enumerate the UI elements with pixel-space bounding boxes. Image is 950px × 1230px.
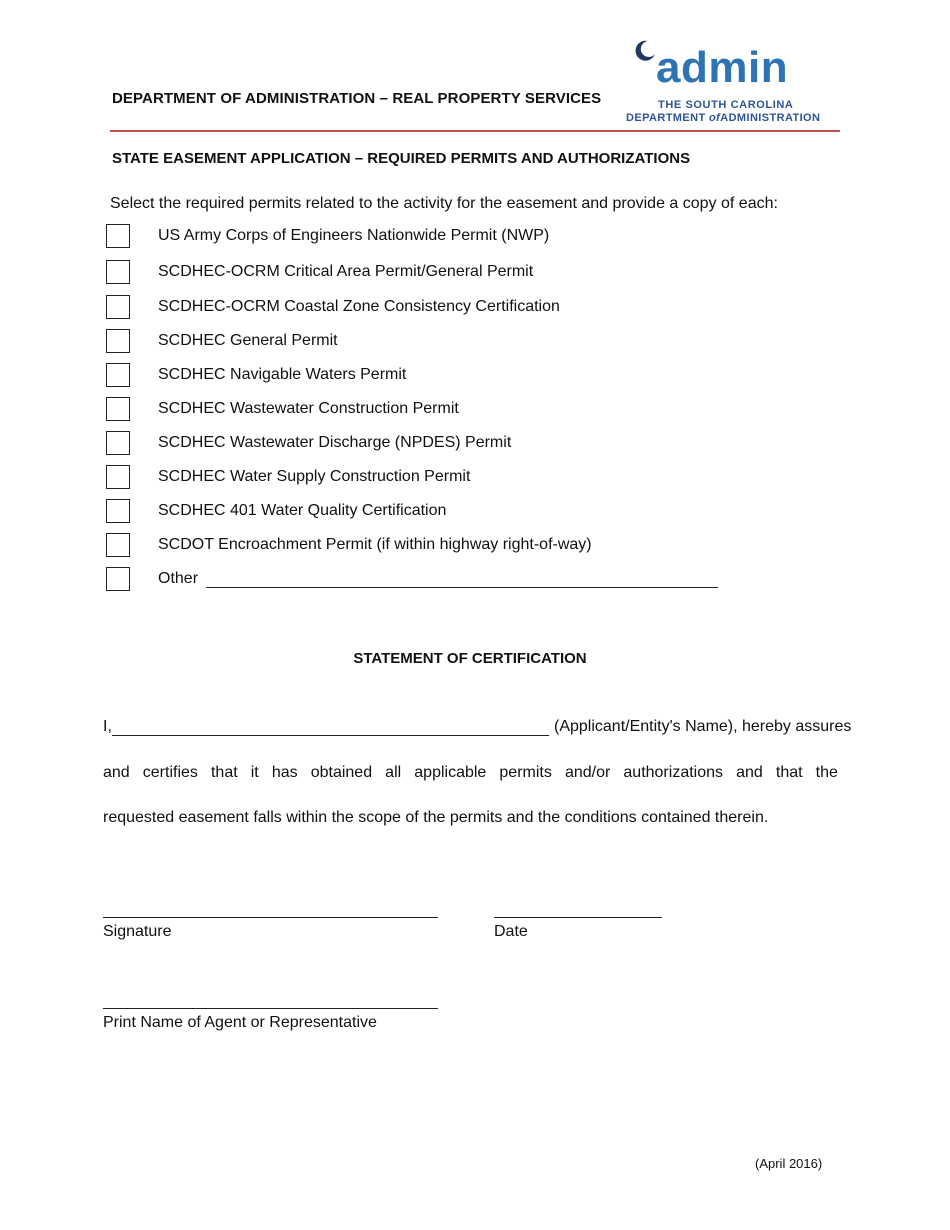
- permit-checkbox[interactable]: [106, 224, 130, 248]
- permit-row: [106, 533, 806, 559]
- sc-admin-logo: [626, 40, 844, 128]
- date-field[interactable]: [494, 917, 662, 918]
- signature-field[interactable]: [103, 917, 438, 918]
- permit-checkbox[interactable]: [106, 329, 130, 353]
- permit-row: [106, 363, 806, 389]
- permit-checkbox[interactable]: [106, 431, 130, 455]
- permit-label: SCDHEC Wastewater Discharge (NPDES) Permit: [158, 434, 512, 451]
- other-permit-input[interactable]: [206, 587, 718, 588]
- permit-row-other: [106, 567, 806, 593]
- certification-prefix: I,: [103, 718, 112, 735]
- print-name-label: Print Name of Agent or Representative: [103, 1014, 377, 1031]
- permit-label: SCDHEC Navigable Waters Permit: [158, 366, 407, 383]
- form-title: STATE EASEMENT APPLICATION – REQUIRED PERMITS AND AUTHORIZATIONS: [112, 150, 691, 167]
- permit-checkbox[interactable]: [106, 533, 130, 557]
- print-name-field[interactable]: [103, 1008, 438, 1009]
- permit-checkbox[interactable]: [106, 363, 130, 387]
- permits-instructions: Select the required permits related to the activity for the easement and provide a copy of each:: [110, 195, 778, 212]
- permit-label: SCDHEC Wastewater Construction Permit: [158, 400, 459, 417]
- certification-line-1-suffix: (Applicant/Entity's Name), hereby assures: [554, 718, 852, 735]
- permit-checkbox-other[interactable]: [106, 567, 130, 591]
- certification-line-1: [103, 718, 852, 736]
- permit-label: SCDHEC Water Supply Construction Permit: [158, 468, 471, 485]
- permit-row: [106, 295, 806, 321]
- header-divider: [110, 130, 840, 132]
- permit-label-other: Other: [158, 570, 199, 587]
- permit-row: [106, 329, 806, 355]
- date-label: Date: [494, 923, 528, 940]
- permit-label: SCDHEC-OCRM Critical Area Permit/General Permit: [158, 263, 534, 280]
- logo-subtitle-line1: THE SOUTH CAROLINA: [658, 99, 794, 111]
- permit-checkbox[interactable]: [106, 499, 130, 523]
- certification-line-2: and certifies that it has obtained all applicable permits and/or authorizations and that the: [103, 764, 838, 781]
- permit-checkbox[interactable]: [106, 295, 130, 319]
- permit-row: [106, 499, 806, 525]
- department-title: DEPARTMENT OF ADMINISTRATION – REAL PROPERTY SERVICES: [112, 90, 602, 107]
- permit-checkbox[interactable]: [106, 260, 130, 284]
- permit-row: [106, 260, 806, 286]
- permit-label: SCDHEC-OCRM Coastal Zone Consistency Certification: [158, 298, 560, 315]
- permit-row: [106, 431, 806, 457]
- revision-date: (April 2016): [755, 1156, 823, 1171]
- permit-label: SCDHEC 401 Water Quality Certification: [158, 502, 447, 519]
- applicant-name-input[interactable]: [112, 735, 549, 736]
- certification-line-3: requested easement falls within the scope of the permits and the conditions contained therein.: [103, 809, 769, 826]
- logo-subtitle-line2: DEPARTMENT ofADMINISTRATION: [626, 112, 821, 124]
- logo-wordmark: admin: [656, 43, 789, 92]
- permit-label: SCDHEC General Permit: [158, 332, 338, 349]
- signature-label: Signature: [103, 923, 172, 940]
- permit-row: [106, 465, 806, 491]
- certification-title: STATEMENT OF CERTIFICATION: [353, 650, 587, 667]
- permit-label: US Army Corps of Engineers Nationwide Permit (NWP): [158, 227, 550, 244]
- permit-checkbox[interactable]: [106, 397, 130, 421]
- permit-checkbox[interactable]: [106, 465, 130, 489]
- crescent-moon-icon: [634, 40, 656, 62]
- permit-label: SCDOT Encroachment Permit (if within highway right-of-way): [158, 536, 592, 553]
- permit-row: [106, 397, 806, 423]
- permit-row: [106, 224, 806, 250]
